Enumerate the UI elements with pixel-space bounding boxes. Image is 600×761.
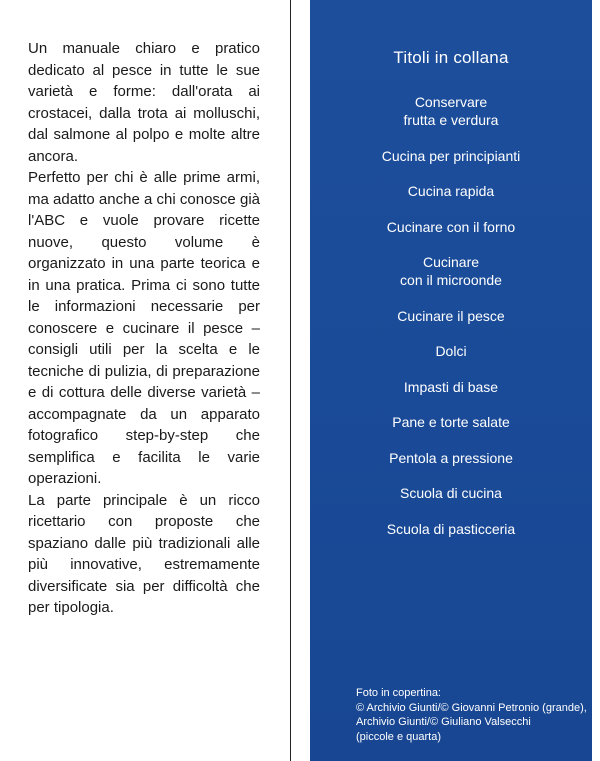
- series-item-line1: Scuola di cucina: [400, 485, 502, 501]
- credits-line: (piccole e quarta): [356, 730, 441, 743]
- series-item-line1: Cucinare: [422, 254, 480, 270]
- description-paragraph-2: Perfetto per chi è alle prime armi, ma adatto anche a chi conosce già l'ABC e vuole provare ricette nuove, questo volume è organizzato in una parte teorica e in una pratica. Prima ci sono tutte le informazioni necessarie per conoscere e cucinare il pesce – consigli utili per la scelta e le tecniche di pulizia, di preparazione e di cottura delle diverse varietà – accompagnate da un apparato fotografico step-by-step che semplifica e facilita le varie operazioni.: [28, 169, 260, 487]
- series-item[interactable]: [310, 147, 592, 165]
- series-item[interactable]: [310, 413, 592, 431]
- series-item[interactable]: [310, 253, 592, 289]
- series-item-line1: Conservare: [414, 94, 488, 110]
- series-item-line1: Cucina per principianti: [381, 147, 521, 164]
- credits-line: © Archivio Giunti/© Giovanni Petronio (grande),: [356, 701, 587, 714]
- series-item[interactable]: [310, 449, 592, 467]
- series-item[interactable]: [310, 378, 592, 396]
- series-item[interactable]: [310, 307, 592, 325]
- series-item-line1: Pentola a pressione: [389, 449, 513, 466]
- photo-credits: [356, 686, 586, 744]
- credits-line: Foto in copertina:: [356, 687, 441, 699]
- series-item-line1: Pane e torte salate: [392, 414, 510, 430]
- book-description: [28, 38, 260, 619]
- series-item-line1: Cucina rapida: [407, 183, 495, 199]
- fold-divider: [290, 0, 291, 761]
- series-item-line1: Cucinare il pesce: [397, 307, 505, 324]
- series-item-line1: Impasti di base: [403, 378, 499, 395]
- series-item-line1: Dolci: [435, 343, 467, 359]
- series-item[interactable]: [310, 342, 592, 360]
- series-title: Titoli in collana: [393, 48, 509, 67]
- series-item-line1: Cucinare con il forno: [386, 218, 516, 235]
- series-item[interactable]: [310, 182, 592, 200]
- series-item-line2: frutta e verdura: [403, 112, 499, 128]
- description-paragraph-1: Un manuale chiaro e pratico dedicato al pesce in tutte le sue varietà e forme: dall'orata ai crostacei, dalla trota ai molluschi, dal salmone al polpo e molte altre ancora.: [28, 40, 260, 165]
- description-paragraph-3: La parte principale è un ricco ricettario con proposte che spaziano dalle più tradizionali alle più innovative, estremamente diversificate sia per difficoltà che per tipologia.: [28, 491, 260, 616]
- series-item[interactable]: [310, 520, 592, 538]
- series-item[interactable]: [310, 484, 592, 502]
- series-item-line1: Scuola di pasticceria: [386, 520, 516, 537]
- series-item-line2: con il microonde: [400, 272, 502, 288]
- series-item[interactable]: [310, 218, 592, 236]
- credits-line: Archivio Giunti/© Giuliano Valsecchi: [356, 716, 531, 728]
- series-panel: [310, 0, 592, 761]
- series-list: [310, 93, 592, 555]
- series-item[interactable]: [310, 93, 592, 129]
